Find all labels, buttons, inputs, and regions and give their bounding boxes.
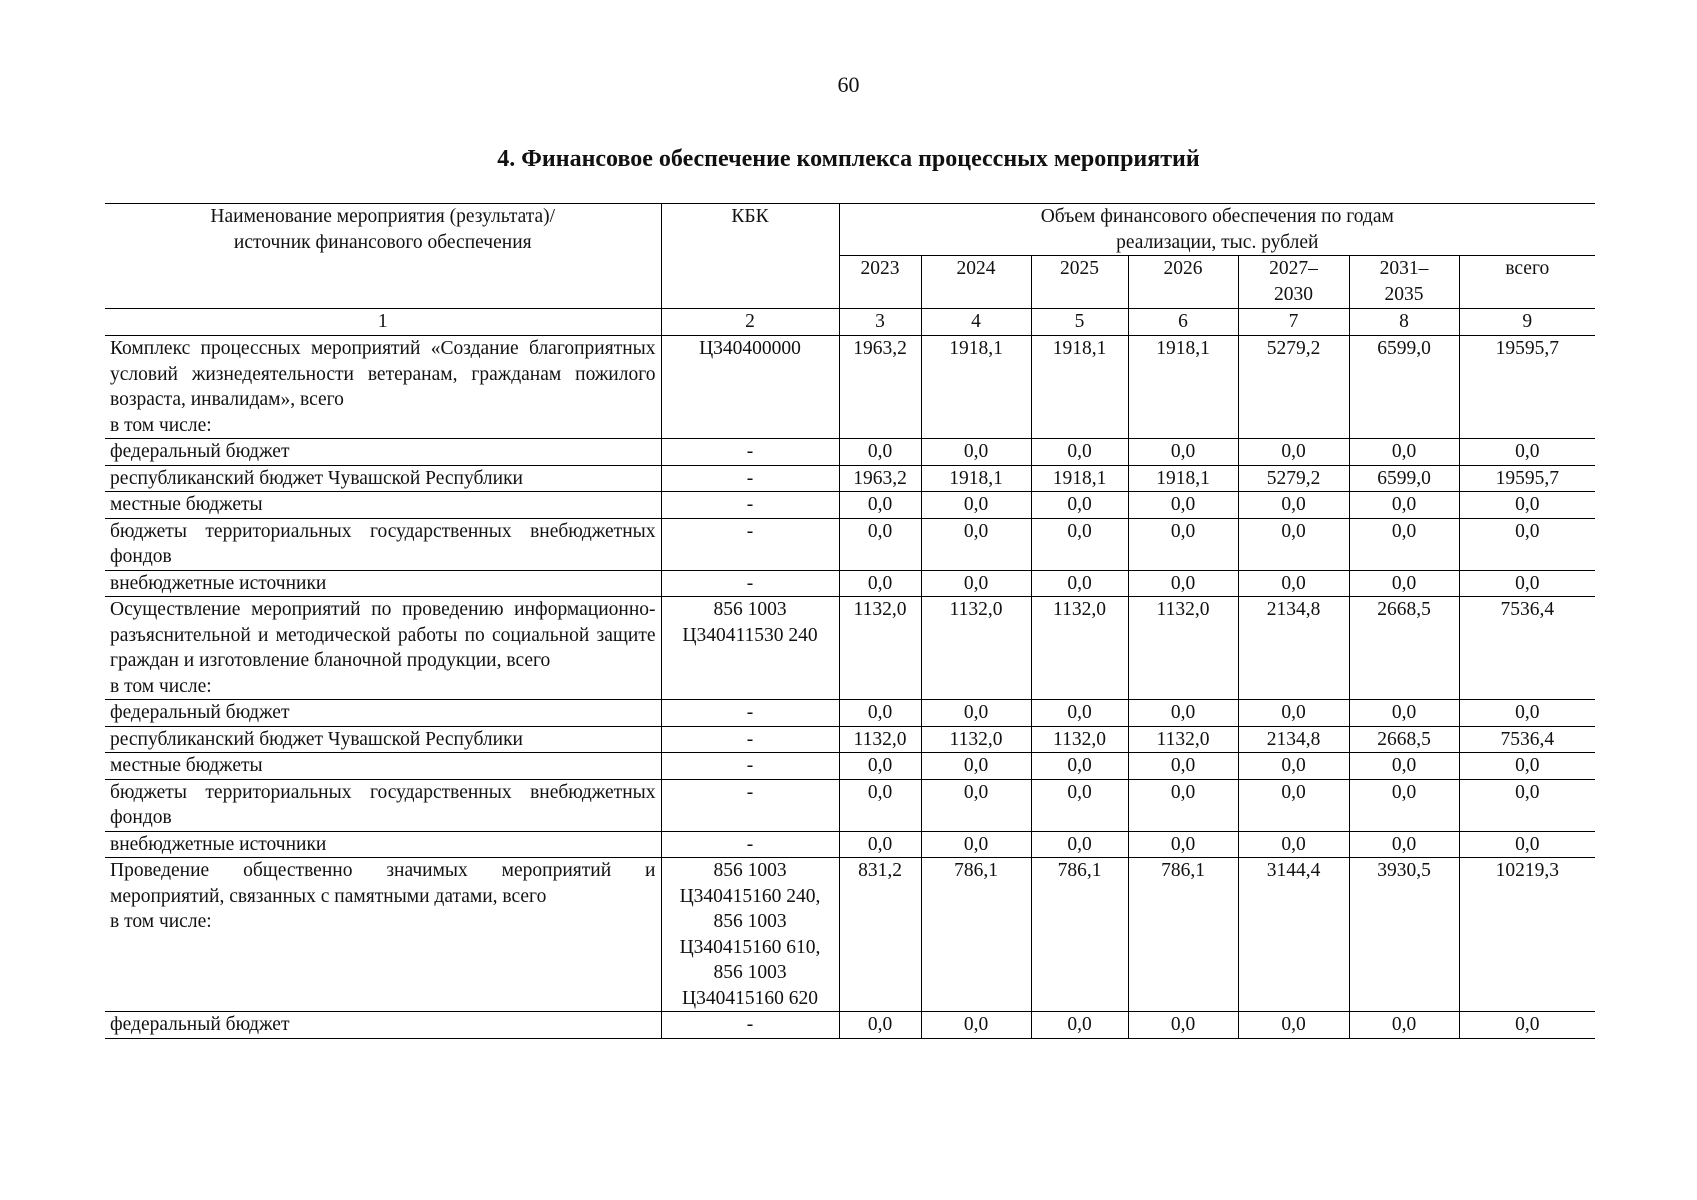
- row-value-cell: 0,0: [1238, 831, 1349, 858]
- row-value-cell: 0,0: [1128, 1012, 1238, 1039]
- header-year-cell: всего: [1459, 256, 1595, 309]
- row-value-cell: 0,0: [1349, 1012, 1459, 1039]
- row-kbk-cell: -: [661, 518, 839, 570]
- row-value-cell: 1918,1: [1128, 336, 1238, 439]
- column-number-cell: 8: [1349, 309, 1459, 336]
- row-value-cell: 0,0: [1459, 700, 1595, 727]
- row-value-cell: 0,0: [1238, 753, 1349, 780]
- row-value-cell: 0,0: [1031, 518, 1128, 570]
- row-value-cell: 0,0: [1128, 831, 1238, 858]
- table-row: [105, 753, 1595, 780]
- table-row: [105, 831, 1595, 858]
- row-value-cell: 0,0: [839, 779, 921, 831]
- header-row: [105, 204, 1595, 256]
- row-value-cell: 0,0: [1459, 492, 1595, 519]
- row-value-cell: 0,0: [921, 831, 1031, 858]
- row-value-cell: 0,0: [839, 1012, 921, 1039]
- row-kbk-cell: -: [661, 779, 839, 831]
- row-value-cell: 0,0: [1031, 570, 1128, 597]
- row-name-cell: Проведение общественно значимых мероприятий и мероприятий, связанных с памятными датами, всего в том числе:: [105, 858, 661, 1012]
- row-value-cell: 831,2: [839, 858, 921, 1012]
- row-value-cell: 0,0: [1031, 779, 1128, 831]
- header-kbk-column: КБК: [661, 204, 839, 309]
- row-value-cell: 0,0: [1459, 518, 1595, 570]
- row-value-cell: 2134,8: [1238, 597, 1349, 700]
- row-value-cell: 0,0: [1128, 518, 1238, 570]
- column-number-cell: 7: [1238, 309, 1349, 336]
- row-value-cell: 1132,0: [839, 597, 921, 700]
- row-value-cell: 2668,5: [1349, 726, 1459, 753]
- row-value-cell: 786,1: [1128, 858, 1238, 1012]
- row-value-cell: 1132,0: [1031, 726, 1128, 753]
- row-value-cell: 0,0: [839, 700, 921, 727]
- row-value-cell: 1918,1: [1128, 465, 1238, 492]
- row-name-cell: Комплекс процессных мероприятий «Создание благоприятных условий жизнедеятельности ветеранам, гражданам пожилого возраста, инвалидам», всего в том числе:: [105, 336, 661, 439]
- table-row: [105, 336, 1595, 439]
- row-name-cell: Осуществление мероприятий по проведению информационно-разъяснительной и методической работы по социальной защите граждан и изготовление бланочной продукции, всего в том числе:: [105, 597, 661, 700]
- row-value-cell: 10219,3: [1459, 858, 1595, 1012]
- header-volume-line-1: Объем финансового обеспечения по годам: [1040, 206, 1394, 227]
- row-value-cell: 0,0: [1128, 570, 1238, 597]
- row-kbk-cell: -: [661, 465, 839, 492]
- header-name-line-2: источник финансового обеспечения: [233, 231, 532, 253]
- row-name-cell: внебюджетные источники: [105, 831, 661, 858]
- row-name-cell: местные бюджеты: [105, 492, 661, 519]
- row-value-cell: 0,0: [1459, 1012, 1595, 1039]
- table-row: [105, 570, 1595, 597]
- row-value-cell: 2668,5: [1349, 597, 1459, 700]
- header-volume-column: [839, 204, 1595, 256]
- row-kbk-cell: -: [661, 726, 839, 753]
- row-value-cell: 1132,0: [1128, 597, 1238, 700]
- row-value-cell: 1132,0: [839, 726, 921, 753]
- row-value-cell: 0,0: [1238, 518, 1349, 570]
- row-value-cell: 0,0: [921, 1012, 1031, 1039]
- header-year-cell: 2024: [921, 256, 1031, 309]
- table-row: [105, 779, 1595, 831]
- row-value-cell: 1918,1: [921, 336, 1031, 439]
- row-value-cell: 0,0: [839, 570, 921, 597]
- row-name-cell: бюджеты территориальных государственных внебюджетных фондов: [105, 518, 661, 570]
- row-value-cell: 786,1: [921, 858, 1031, 1012]
- row-kbk-cell: 856 1003 Ц340411530 240: [661, 597, 839, 700]
- row-value-cell: 0,0: [1128, 439, 1238, 466]
- column-number-cell: 3: [839, 309, 921, 336]
- row-kbk-cell: -: [661, 753, 839, 780]
- row-value-cell: 0,0: [1238, 1012, 1349, 1039]
- row-value-cell: 1132,0: [921, 597, 1031, 700]
- table-row: [105, 700, 1595, 727]
- row-name-cell: местные бюджеты: [105, 753, 661, 780]
- row-value-cell: 0,0: [921, 570, 1031, 597]
- row-value-cell: 0,0: [1459, 439, 1595, 466]
- row-value-cell: 19595,7: [1459, 336, 1595, 439]
- row-value-cell: 0,0: [921, 753, 1031, 780]
- row-value-cell: 0,0: [1128, 753, 1238, 780]
- row-value-cell: 1963,2: [839, 336, 921, 439]
- row-value-cell: 0,0: [1238, 570, 1349, 597]
- row-value-cell: 786,1: [1031, 858, 1128, 1012]
- row-value-cell: 3144,4: [1238, 858, 1349, 1012]
- row-value-cell: 0,0: [1349, 570, 1459, 597]
- row-value-cell: 1132,0: [921, 726, 1031, 753]
- row-value-cell: 0,0: [839, 492, 921, 519]
- row-value-cell: 0,0: [1031, 831, 1128, 858]
- header-year-cell: 2023: [839, 256, 921, 309]
- header-year-cell: 2027– 2030: [1238, 256, 1349, 309]
- row-name-cell: федеральный бюджет: [105, 700, 661, 727]
- table-row: [105, 597, 1595, 700]
- header-year-cell: 2025: [1031, 256, 1128, 309]
- row-name-cell: республиканский бюджет Чувашской Республики: [105, 465, 661, 492]
- header-volume-line-2: реализации, тыс. рублей: [1116, 231, 1319, 253]
- row-value-cell: 0,0: [1349, 518, 1459, 570]
- row-kbk-cell: -: [661, 570, 839, 597]
- row-value-cell: 5279,2: [1238, 465, 1349, 492]
- row-name-cell: бюджеты территориальных государственных внебюджетных фондов: [105, 779, 661, 831]
- row-value-cell: 5279,2: [1238, 336, 1349, 439]
- row-value-cell: 0,0: [1349, 779, 1459, 831]
- table-row: [105, 465, 1595, 492]
- row-value-cell: 0,0: [1349, 492, 1459, 519]
- row-value-cell: 1918,1: [921, 465, 1031, 492]
- row-value-cell: 3930,5: [1349, 858, 1459, 1012]
- row-value-cell: 0,0: [1459, 831, 1595, 858]
- row-value-cell: 0,0: [1238, 700, 1349, 727]
- row-value-cell: 0,0: [839, 518, 921, 570]
- row-value-cell: 0,0: [921, 439, 1031, 466]
- row-value-cell: 7536,4: [1459, 726, 1595, 753]
- section-title: 4. Финансовое обеспечение комплекса процессных мероприятий: [497, 146, 1200, 172]
- row-kbk-cell: -: [661, 1012, 839, 1039]
- row-kbk-cell: -: [661, 492, 839, 519]
- row-value-cell: 0,0: [1128, 779, 1238, 831]
- table-row: [105, 726, 1595, 753]
- row-value-cell: 6599,0: [1349, 336, 1459, 439]
- row-value-cell: 0,0: [1349, 753, 1459, 780]
- row-value-cell: 1132,0: [1128, 726, 1238, 753]
- row-value-cell: 0,0: [839, 753, 921, 780]
- row-value-cell: 0,0: [1238, 439, 1349, 466]
- row-kbk-cell: -: [661, 831, 839, 858]
- table-row: [105, 492, 1595, 519]
- row-value-cell: 0,0: [1459, 753, 1595, 780]
- financing-table: [105, 203, 1595, 1039]
- row-kbk-cell: Ц340400000: [661, 336, 839, 439]
- column-number-cell: 4: [921, 309, 1031, 336]
- row-value-cell: 0,0: [1128, 492, 1238, 519]
- header-year-cell: 2031– 2035: [1349, 256, 1459, 309]
- page-number: 60: [837, 72, 860, 97]
- row-value-cell: 0,0: [1349, 700, 1459, 727]
- header-name-column: [105, 204, 661, 309]
- row-value-cell: 0,0: [1031, 439, 1128, 466]
- row-value-cell: 0,0: [1349, 831, 1459, 858]
- row-value-cell: 1918,1: [1031, 336, 1128, 439]
- row-value-cell: 2134,8: [1238, 726, 1349, 753]
- column-number-cell: 1: [105, 309, 661, 336]
- row-value-cell: 0,0: [921, 700, 1031, 727]
- header-year-cell: 2026: [1128, 256, 1238, 309]
- row-value-cell: 0,0: [1459, 779, 1595, 831]
- row-value-cell: 1132,0: [1031, 597, 1128, 700]
- row-value-cell: 0,0: [1349, 439, 1459, 466]
- row-name-cell: федеральный бюджет: [105, 1012, 661, 1039]
- row-value-cell: 0,0: [1238, 492, 1349, 519]
- row-value-cell: 0,0: [1031, 492, 1128, 519]
- column-numbers-row: [105, 309, 1595, 336]
- row-value-cell: 0,0: [1459, 570, 1595, 597]
- table-row: [105, 439, 1595, 466]
- table-row: [105, 1012, 1595, 1039]
- row-value-cell: 0,0: [1031, 753, 1128, 780]
- row-value-cell: 0,0: [1128, 700, 1238, 727]
- row-name-cell: внебюджетные источники: [105, 570, 661, 597]
- column-number-cell: 9: [1459, 309, 1595, 336]
- header-name-line-1: Наименование мероприятия (результата)/: [210, 206, 556, 227]
- row-value-cell: 0,0: [839, 831, 921, 858]
- row-kbk-cell: 856 1003 Ц340415160 240, 856 1003 Ц340415160 610, 856 1003 Ц340415160 620: [661, 858, 839, 1012]
- row-value-cell: 1918,1: [1031, 465, 1128, 492]
- column-number-cell: 6: [1128, 309, 1238, 336]
- row-name-cell: федеральный бюджет: [105, 439, 661, 466]
- row-name-cell: республиканский бюджет Чувашской Республики: [105, 726, 661, 753]
- table-row: [105, 518, 1595, 570]
- column-number-cell: 2: [661, 309, 839, 336]
- row-value-cell: 0,0: [921, 492, 1031, 519]
- row-kbk-cell: -: [661, 700, 839, 727]
- row-value-cell: 0,0: [839, 439, 921, 466]
- row-value-cell: 7536,4: [1459, 597, 1595, 700]
- row-value-cell: 0,0: [1031, 1012, 1128, 1039]
- row-value-cell: 19595,7: [1459, 465, 1595, 492]
- row-kbk-cell: -: [661, 439, 839, 466]
- row-value-cell: 0,0: [1238, 779, 1349, 831]
- table-row: [105, 858, 1595, 1012]
- column-number-cell: 5: [1031, 309, 1128, 336]
- row-value-cell: 0,0: [1031, 700, 1128, 727]
- row-value-cell: 0,0: [921, 518, 1031, 570]
- row-value-cell: 6599,0: [1349, 465, 1459, 492]
- row-value-cell: 1963,2: [839, 465, 921, 492]
- row-value-cell: 0,0: [921, 779, 1031, 831]
